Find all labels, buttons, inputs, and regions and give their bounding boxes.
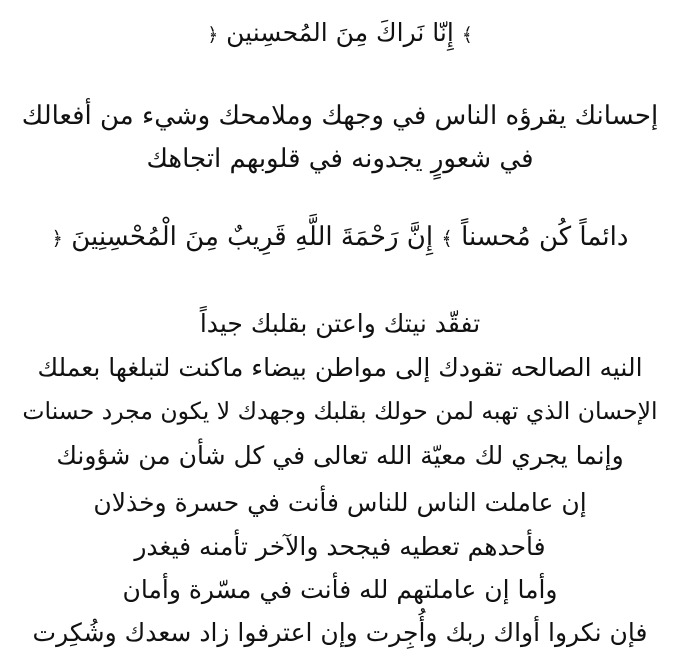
quote-prefix: دائماً كُن مُحسناً bbox=[461, 222, 629, 252]
ornate-bracket-right: ﴾ bbox=[441, 227, 453, 250]
ornate-bracket-right: ﴾ bbox=[461, 25, 473, 46]
verse-line: فأحدهم تعطيه فيجحد والآخر تأمنه فيغدر bbox=[134, 532, 546, 561]
quran-quote: إِنَّ رَحْمَةَ اللَّهِ قَرِيبٌ مِنَ الْمُحْسِنِينَ bbox=[71, 222, 434, 252]
verse-line: فإن نكروا أواك ربك وأُجِرت وإن اعترفوا زاد سعدك وشُكِرت bbox=[32, 618, 648, 647]
verse-line: إن عاملت الناس للناس فأنت في حسرة وخذلان bbox=[93, 488, 587, 517]
verse-line: وإنما يجري لك معيّة الله تعالى في كل شأن من شؤونك bbox=[56, 441, 624, 470]
verse-line: الإحسان الذي تهبه لمن حولك بقلبك وجهدك لا يكون مجرد حسنات bbox=[22, 397, 658, 425]
title-text: إِنّا نَراكَ مِنَ المُحسِنين bbox=[226, 18, 454, 47]
title-heading bbox=[20, 18, 660, 48]
ornate-bracket-left: ﴿ bbox=[51, 227, 63, 250]
quote-line bbox=[20, 222, 660, 253]
paragraph-line: إحسانك يقرؤه الناس في وجهك وملامحك وشيء من أفعالك bbox=[21, 101, 659, 131]
paragraph-line: في شعورٍ يجدونه في قلوبهم اتجاهك bbox=[146, 144, 534, 174]
verse-line: تفقّد نيتك واعتن بقلبك جيداً bbox=[199, 309, 481, 338]
verse-line: النيه الصالحه تقودك إلى مواطن بيضاء ماكنت لتبلغها بعملك bbox=[37, 353, 643, 382]
ornate-bracket-left: ﴿ bbox=[207, 25, 219, 46]
verse-line: وأما إن عاملتهم لله فأنت في مسّرة وأمان bbox=[122, 575, 558, 604]
